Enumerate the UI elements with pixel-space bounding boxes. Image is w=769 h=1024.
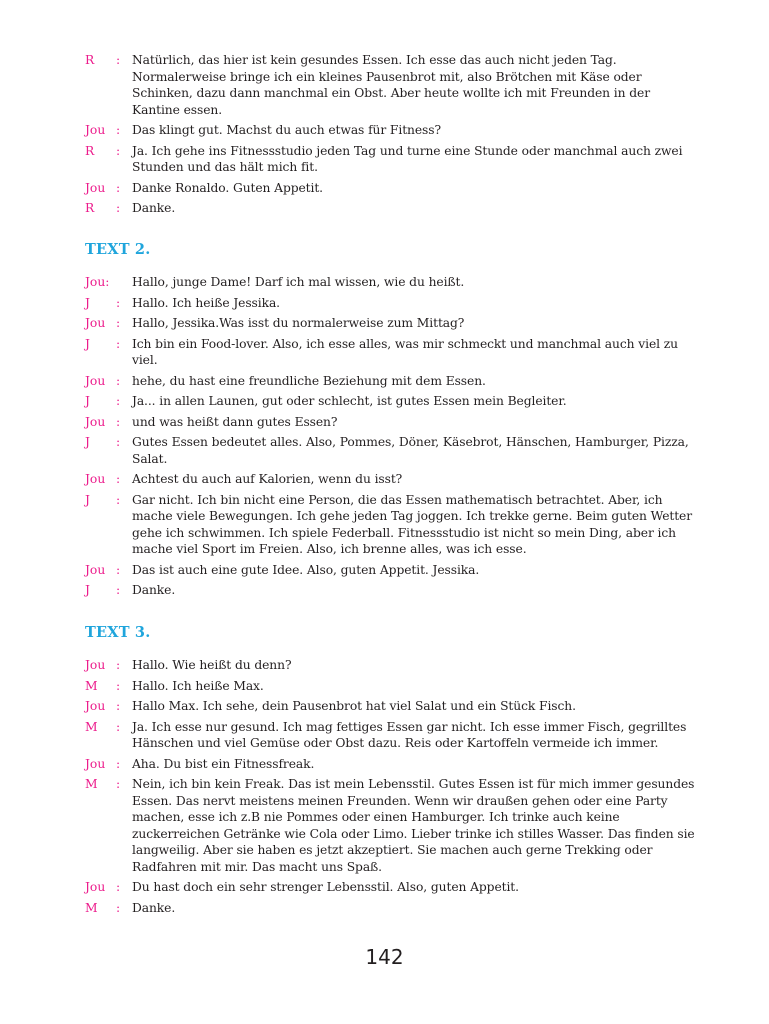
dialog-text: Gutes Essen bedeutet alles. Also, Pommes, Döner, Käsebrot, Hänschen, Hamburger, Pizza, Salat. — [132, 435, 689, 466]
dialog-line — [85, 52, 695, 118]
speaker-label: M — [85, 900, 98, 915]
heading-text-2: TEXT 2. — [85, 241, 151, 258]
dialog-text: Hallo. Ich heiße Max. — [132, 678, 264, 693]
speaker-colon: : — [116, 583, 121, 597]
dialog-line — [85, 336, 695, 369]
speaker-label: J — [85, 394, 90, 408]
dialog-text: Ja. Ich esse nur gesund. Ich mag fettiges Essen gar nicht. Ich esse immer Fisch, gegrilltes Hänschen und viel Gemüse oder Obst dazu. Reis oder Kartoffeln vermeide ich immer. — [132, 719, 687, 750]
speaker-label: Jou — [85, 699, 106, 713]
speaker-colon: : — [116, 394, 121, 408]
dialog-text: Danke Ronaldo. Guten Appetit. — [132, 180, 323, 195]
dialog-text-3 — [85, 657, 695, 920]
speaker-colon: : — [116, 123, 121, 137]
speaker-label: R — [85, 201, 95, 215]
speaker-colon: : — [116, 201, 121, 215]
speaker-colon: : — [116, 678, 121, 693]
speaker-label: M — [85, 719, 98, 734]
speaker-colon: : — [116, 492, 121, 507]
speaker-label: Jou: — [85, 275, 110, 289]
dialog-line — [85, 719, 695, 752]
dialog-text: Gar nicht. Ich bin nicht eine Person, die das Essen mathematisch betrachtet. Aber, ich mache viele Bewegungen. Ich gehe jeden Tag joggen. Ich trekke gerne. Beim guten Wetter gehe ich schwimmen. Ich spiele Federball. Fitnessstudio ist nicht so mein Ding, aber ich mache viel Sport im Freien. Also, ich brenne alles, was ich esse. — [132, 492, 693, 556]
speaker-label: Jou — [85, 123, 106, 137]
dialog-text-1 — [85, 52, 695, 221]
dialog-line — [85, 373, 695, 390]
dialog-line — [85, 582, 695, 599]
speaker-colon: : — [116, 143, 121, 158]
dialog-text: Hallo. Ich heiße Jessika. — [132, 295, 280, 310]
dialog-line — [85, 434, 695, 467]
dialog-text: Das ist auch eine gute Idee. Also, guten Appetit. Jessika. — [132, 562, 480, 577]
speaker-colon: : — [116, 658, 121, 672]
speaker-colon: : — [116, 777, 121, 791]
speaker-label: J — [85, 295, 90, 310]
dialog-line — [85, 879, 695, 896]
dialog-line — [85, 471, 695, 488]
dialog-text: Aha. Du bist ein Fitnessfreak. — [132, 756, 315, 771]
dialog-text: Hallo, Jessika.Was isst du normalerweise zum Mittag? — [132, 316, 465, 330]
dialog-line — [85, 393, 695, 410]
dialog-line — [85, 414, 695, 431]
speaker-colon: : — [116, 180, 121, 195]
dialog-text: Hallo Max. Ich sehe, dein Pausenbrot hat viel Salat und ein Stück Fisch. — [132, 699, 576, 713]
speaker-colon: : — [116, 373, 121, 388]
dialog-line — [85, 274, 695, 291]
dialog-line — [85, 562, 695, 579]
speaker-colon: : — [116, 719, 121, 734]
dialog-line — [85, 678, 695, 695]
speaker-colon: : — [116, 414, 121, 429]
speaker-label: J — [85, 583, 90, 597]
heading-text-3: TEXT 3. — [85, 624, 151, 641]
speaker-label: Jou — [85, 658, 106, 672]
dialog-text: Danke. — [132, 583, 176, 597]
dialog-text: Danke. — [132, 201, 176, 215]
speaker-label: R — [85, 143, 95, 158]
speaker-colon: : — [116, 472, 121, 486]
dialog-text-2 — [85, 274, 695, 603]
dialog-line — [85, 315, 695, 332]
speaker-label: J — [85, 336, 90, 351]
dialog-text: Achtest du auch auf Kalorien, wenn du isst? — [132, 472, 403, 486]
dialog-text: Hallo. Wie heißt du denn? — [132, 658, 292, 672]
speaker-label: M — [85, 777, 98, 791]
speaker-label: Jou — [85, 880, 106, 894]
dialog-text: Ja... in allen Launen, gut oder schlecht, ist gutes Essen mein Begleiter. — [132, 394, 567, 408]
dialog-line — [85, 143, 695, 176]
dialog-line — [85, 756, 695, 773]
speaker-colon: : — [116, 880, 121, 894]
speaker-colon: : — [116, 435, 121, 449]
speaker-label: Jou — [85, 180, 106, 195]
speaker-label: Jou — [85, 373, 106, 388]
dialog-line — [85, 492, 695, 558]
speaker-colon: : — [116, 900, 121, 915]
speaker-label: J — [85, 492, 90, 507]
dialog-line — [85, 776, 695, 875]
dialog-text: Das klingt gut. Machst du auch etwas für Fitness? — [132, 123, 441, 137]
dialog-text: Ja. Ich gehe ins Fitnessstudio jeden Tag und turne eine Stunde oder manchmal auch zwei Stunden und das hält mich fit. — [132, 143, 683, 174]
dialog-line — [85, 180, 695, 197]
dialog-line — [85, 657, 695, 674]
speaker-label: Jou — [85, 472, 106, 486]
speaker-label: R — [85, 53, 95, 67]
speaker-label: Jou — [85, 756, 106, 771]
speaker-colon: : — [116, 562, 121, 577]
dialog-text: Du hast doch ein sehr strenger Lebensstil. Also, guten Appetit. — [132, 880, 519, 894]
speaker-label: Jou — [85, 414, 106, 429]
page-number: 142 — [365, 945, 404, 969]
dialog-line — [85, 698, 695, 715]
dialog-text: Nein, ich bin kein Freak. Das ist mein Lebensstil. Gutes Essen ist für mich immer gesundes Essen. Das nervt meistens meinen Freunden. Wenn wir draußen gehen oder eine Party machen, esse ich z.B nie Pommes oder einen Hamburger. Ich trinke auch keine zuckerreichen Getränke wie Cola oder Limo. Lieber trinke ich stilles Wasser. Das finden sie langweilig. Aber sie haben es jetzt akzeptiert. Sie machen auch gerne Trekking oder Radfahren mit mir. Das macht uns Spaß. — [132, 777, 695, 874]
speaker-colon: : — [116, 756, 121, 771]
dialog-line — [85, 295, 695, 312]
speaker-label: Jou — [85, 562, 106, 577]
dialog-text: hehe, du hast eine freundliche Beziehung mit dem Essen. — [132, 373, 486, 388]
dialog-line — [85, 122, 695, 139]
dialog-line — [85, 900, 695, 917]
dialog-text: Danke. — [132, 900, 176, 915]
speaker-label: M — [85, 678, 98, 693]
speaker-label: J — [85, 435, 90, 449]
dialog-text: Hallo, junge Dame! Darf ich mal wissen, wie du heißt. — [132, 275, 465, 289]
dialog-text: und was heißt dann gutes Essen? — [132, 414, 338, 429]
speaker-colon: : — [116, 53, 121, 67]
dialog-text: Ich bin ein Food-lover. Also, ich esse alles, was mir schmeckt und manchmal auch viel zu viel. — [132, 336, 678, 367]
speaker-colon: : — [116, 295, 121, 310]
speaker-colon: : — [116, 316, 121, 330]
dialog-line — [85, 200, 695, 217]
dialog-text: Natürlich, das hier ist kein gesundes Essen. Ich esse das auch nicht jeden Tag. Normalerweise bringe ich ein kleines Pausenbrot mit, also Brötchen mit Käse oder Schinken, dazu dann manchmal ein Obst. Aber heute wollte ich mit Freunden in der Kantine essen. — [132, 53, 650, 117]
speaker-colon: : — [116, 336, 121, 351]
speaker-label: Jou — [85, 316, 106, 330]
speaker-colon: : — [116, 699, 121, 713]
